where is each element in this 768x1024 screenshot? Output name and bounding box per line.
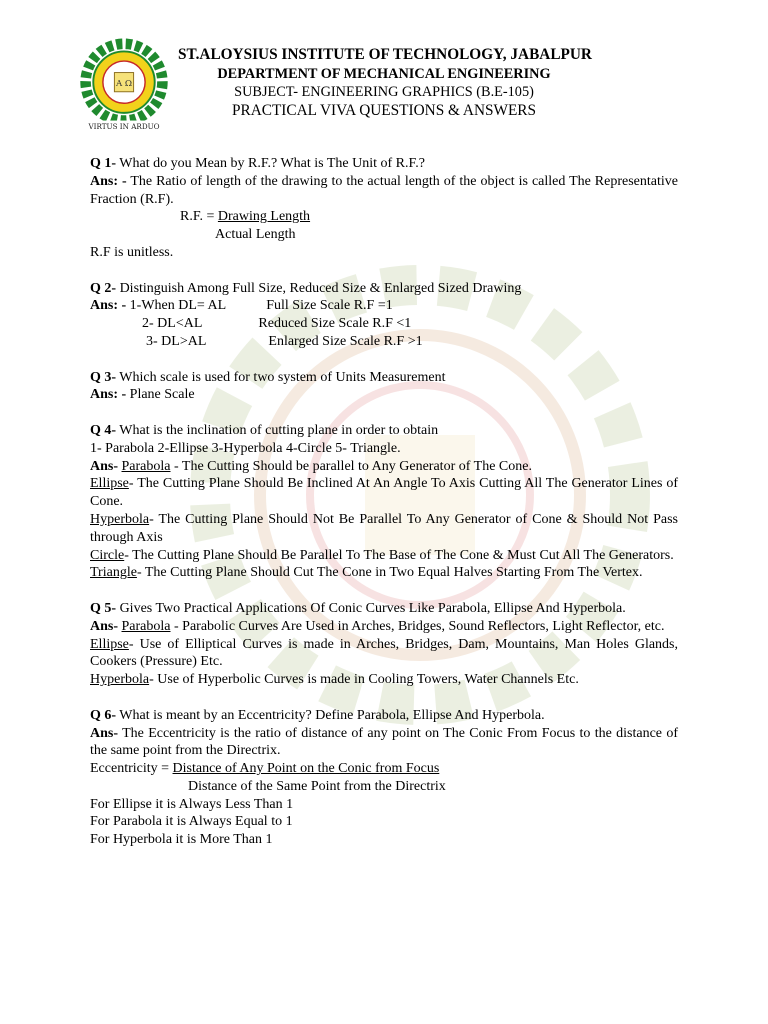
eccentricity-formula-denominator: Distance of the Same Point from the Directrix <box>188 778 446 794</box>
answer-5-item: Hyperbola- Use of Hyperbolic Curves is made in Cooling Towers, Water Channels Etc. <box>90 672 579 688</box>
answer-6-line: For Hyperbola it is More Than 1 <box>90 832 273 848</box>
answer-2-row: 3- DL>AL Enlarged Size Scale R.F >1 <box>146 333 423 349</box>
answer-5-item: Ans- Parabola - Parabolic Curves Are Used in Arches, Bridges, Sound Reflectors, Light Reflector, etc. <box>90 618 665 634</box>
answer-2-row: 2- DL<AL Reduced Size Scale R.F <1 <box>142 316 412 332</box>
eccentricity-formula-numerator: Eccentricity = Distance of Any Point on the Conic from Focus <box>90 761 440 777</box>
answer-6-line: For Parabola it is Always Equal to 1 <box>90 814 293 830</box>
answer-4-item: Ellipse- The Cutting Plane Should Be Inclined At An Angle To Axis Cutting All The Generator Lines of Cone. <box>90 476 678 510</box>
document-body <box>90 155 678 849</box>
institute-name: ST.ALOYSIUS INSTITUTE OF TECHNOLOGY, JABALPUR <box>178 46 592 63</box>
answer-4-item: Circle- The Cutting Plane Should Be Parallel To The Base of The Cone & Must Cut All The Generators. <box>90 547 674 563</box>
rf-formula-denominator: Actual Length <box>215 227 296 243</box>
answer-4-item: Hyperbola- The Cutting Plane Should Not Be Parallel To Any Generator of Cone & Should Not Pass through Axis <box>90 511 678 545</box>
question-5: Q 5- Gives Two Practical Applications Of Conic Curves Like Parabola, Ellipse And Hyperbola. <box>90 600 626 616</box>
answer-3: Ans: - Plane Scale <box>90 387 195 403</box>
rf-formula-numerator: R.F. = Drawing Length <box>180 209 311 225</box>
question-3: Q 3- Which scale is used for two system of Units Measurement <box>90 369 446 385</box>
college-logo <box>76 38 172 134</box>
document-header <box>0 0 768 130</box>
answer-2-row: Ans: - 1-When DL= AL Full Size Scale R.F =1 <box>90 298 393 314</box>
answer-1-note: R.F is unitless. <box>90 244 174 260</box>
page-title: PRACTICAL VIVA QUESTIONS & ANSWERS <box>232 101 536 119</box>
question-1: Q 1- What do you Mean by R.F.? What is The Unit of R.F.? <box>90 156 425 171</box>
logo-letters: A Ω <box>115 79 133 89</box>
logo-gear-icon <box>86 44 163 121</box>
department-name: DEPARTMENT OF MECHANICAL ENGINEERING <box>217 65 551 82</box>
question-2: Q 2- Distinguish Among Full Size, Reduced Size & Enlarged Sized Drawing <box>90 280 522 296</box>
answer-4-item: Triangle- The Cutting Plane Should Cut The Cone in Two Equal Halves Starting From The Vertex. <box>90 565 643 581</box>
logo-motto: VIRTUS IN ARDUO <box>88 122 160 132</box>
answer-6-line: For Ellipse it is Always Less Than 1 <box>90 796 294 812</box>
answer-6: Ans- The Eccentricity is the ratio of distance of any point on The Conic From Focus to the distance of the same point from the Directrix. <box>90 725 678 759</box>
subject-line: SUBJECT- ENGINEERING GRAPHICS (B.E-105) <box>234 84 534 100</box>
answer-4-item: Ans- Parabola - The Cutting Should be parallel to Any Generator of The Cone. <box>90 458 532 474</box>
question-4: Q 4- What is the inclination of cutting plane in order to obtain <box>90 422 439 438</box>
answer-1: Ans: - The Ratio of length of the drawing to the actual length of the object is called The Representative Fraction (R.F). <box>90 173 678 207</box>
answer-5-item: Ellipse- Use of Elliptical Curves is made in Arches, Bridges, Dam, Mountains, Man Holes Glands, Cookers (Pressure) Etc. <box>90 636 678 670</box>
question-4-options: 1- Parabola 2-Ellipse 3-Hyperbola 4-Circle 5- Triangle. <box>90 440 401 456</box>
question-6: Q 6- What is meant by an Eccentricity? Define Parabola, Ellipse And Hyperbola. <box>90 707 545 723</box>
